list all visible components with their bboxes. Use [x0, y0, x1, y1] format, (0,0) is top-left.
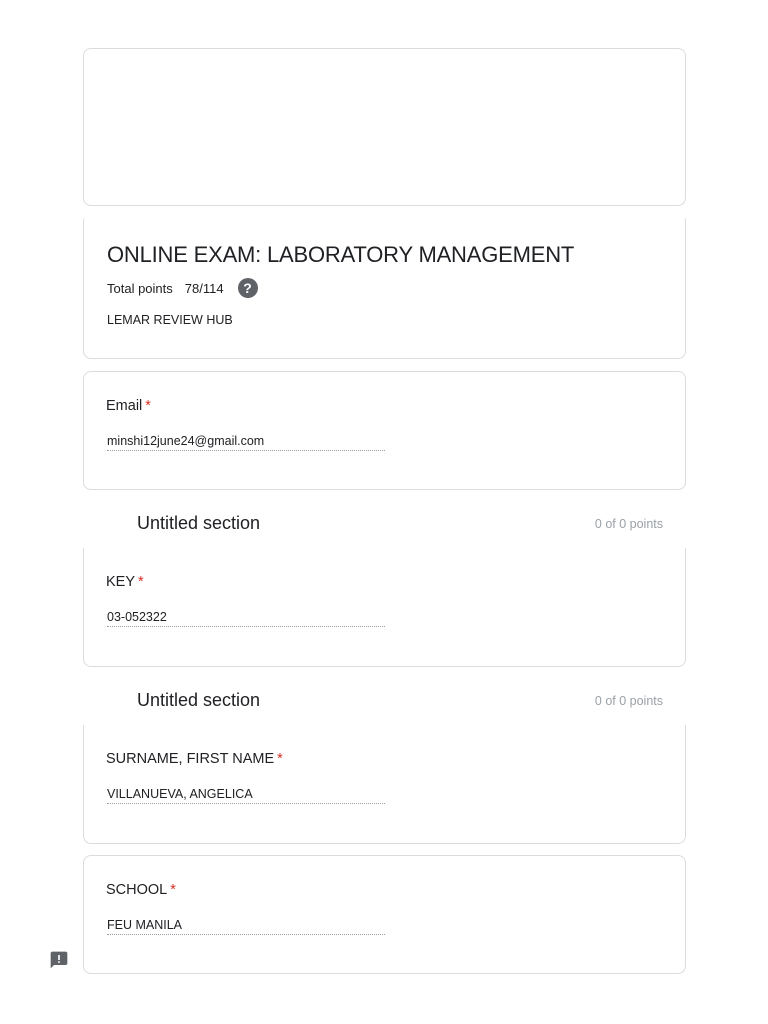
question-label: Email * — [106, 398, 151, 414]
section-title: Untitled section — [137, 690, 261, 710]
total-points-value: 78/114 — [184, 280, 224, 296]
email-answer: minshi12june24@gmail.com — [107, 434, 385, 451]
required-asterisk: * — [277, 751, 283, 767]
total-points-label: Total points — [107, 280, 173, 296]
required-asterisk: * — [145, 398, 151, 414]
question-label: SCHOOL * — [106, 882, 176, 898]
question-name — [83, 725, 686, 844]
question-email — [83, 371, 686, 490]
section-header-2 — [83, 682, 686, 722]
section-header-1 — [83, 505, 686, 545]
help-icon[interactable]: ? — [238, 278, 258, 298]
question-label: KEY * — [106, 574, 144, 590]
required-asterisk: * — [138, 574, 144, 590]
question-key — [83, 548, 686, 667]
total-points — [107, 278, 258, 298]
title-card — [83, 218, 686, 359]
feedback-icon[interactable] — [49, 950, 69, 970]
form-title: ONLINE EXAM: LABORATORY MANAGEMENT — [107, 242, 575, 267]
school-answer: FEU MANILA — [107, 918, 385, 935]
header-image — [83, 48, 686, 206]
question-label: SURNAME, FIRST NAME * — [106, 751, 283, 767]
section-points: 0 of 0 points — [594, 694, 663, 708]
required-asterisk: * — [170, 882, 176, 898]
section-title: Untitled section — [137, 513, 261, 533]
section-points: 0 of 0 points — [594, 517, 663, 531]
name-answer: VILLANUEVA, ANGELICA — [107, 787, 385, 804]
key-answer: 03-052322 — [107, 610, 385, 627]
form-description: LEMAR REVIEW HUB — [107, 313, 233, 327]
question-school — [83, 855, 686, 974]
